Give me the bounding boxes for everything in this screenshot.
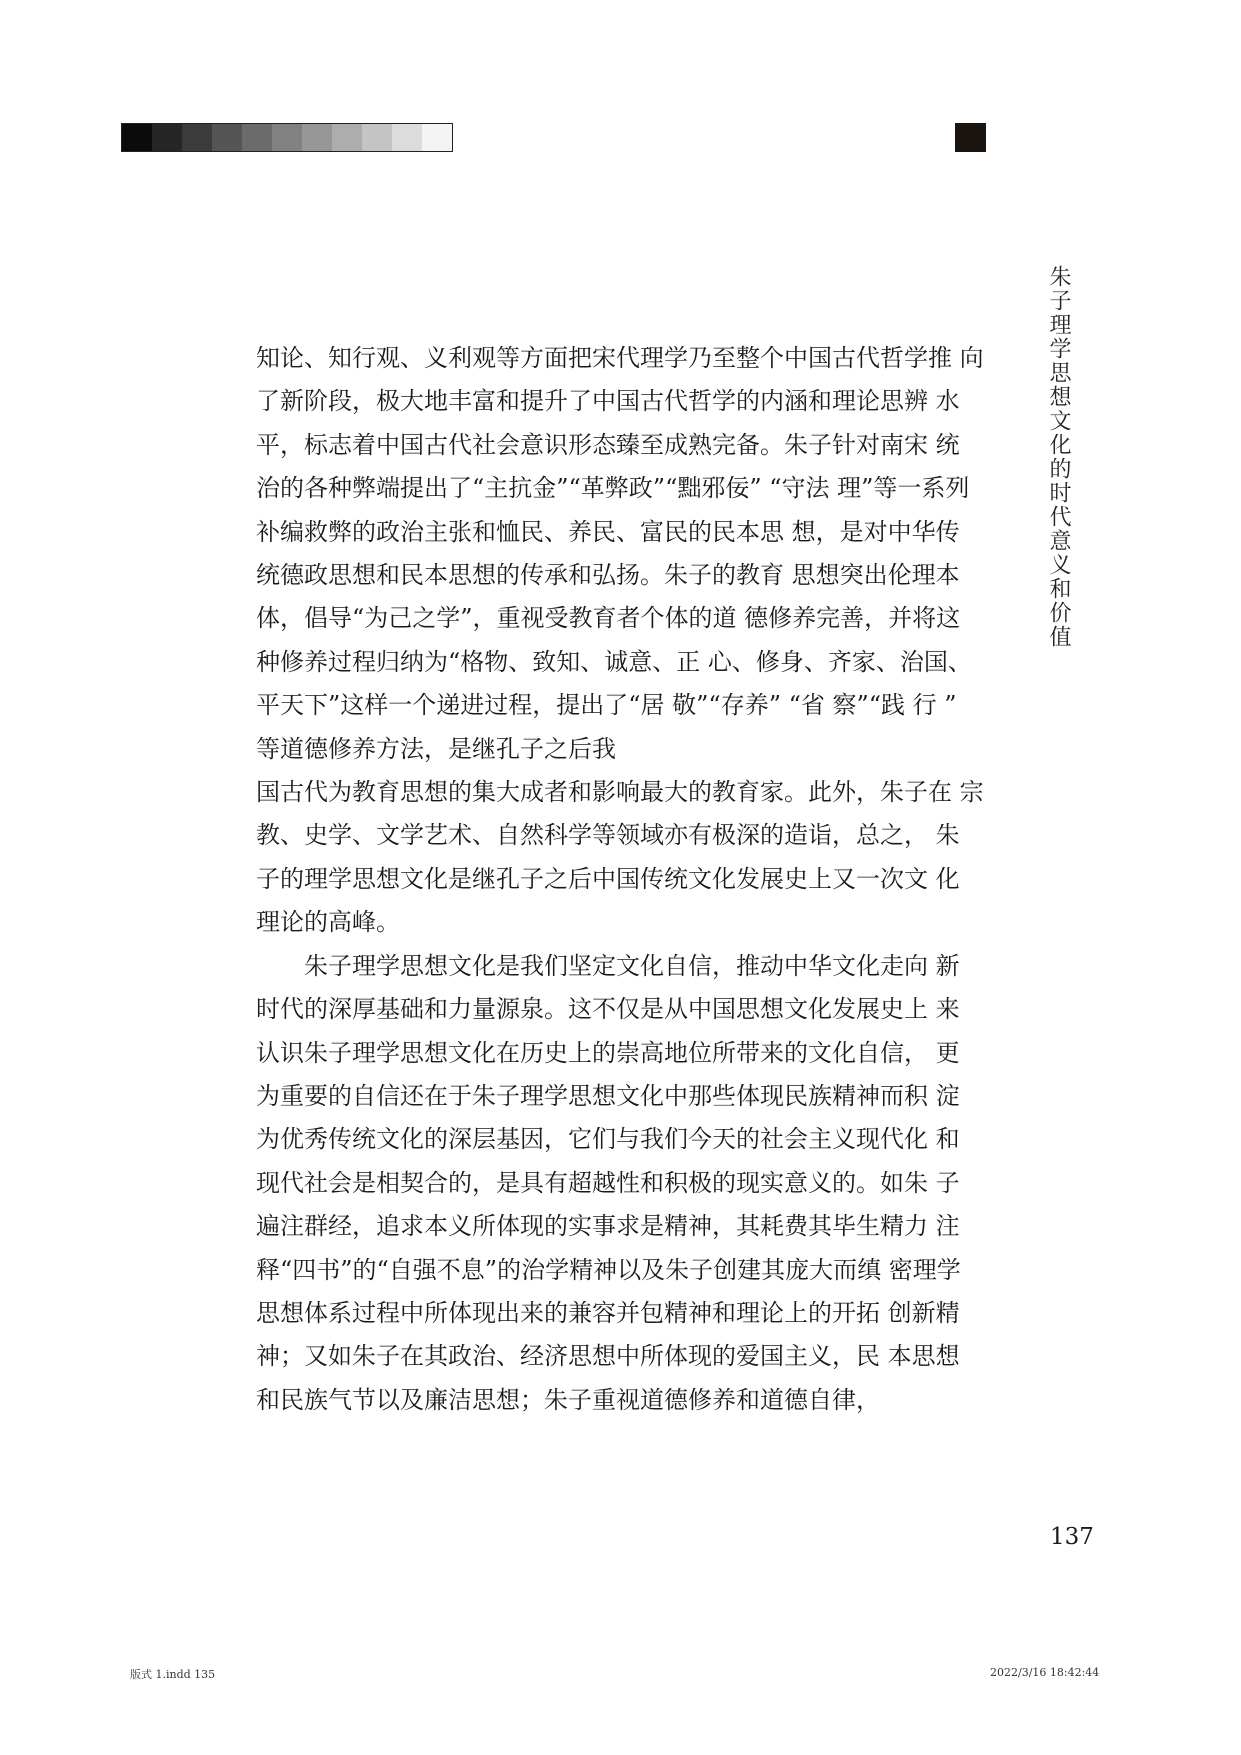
gray-swatch [332,124,362,151]
text-line: 教、史学、文学艺术、自然科学等领域亦有极深的造诣，总之， 朱 [256,821,960,850]
running-header-title: 朱子理学思想文化的时代意义和价值 [1046,265,1071,649]
text-line: 朱子理学思想文化是我们坚定文化自信，推动中华文化走向 新 [304,951,960,980]
registration-mark [955,123,986,152]
text-line: 时代的深厚基础和力量源泉。这不仅是从中国思想文化发展史上 来 [256,995,960,1024]
text-line: 神；又如朱子在其政治、经济思想中所体现的爱国主义，民 本思想 [256,1342,960,1371]
gray-swatch [302,124,332,151]
footer-file-name: 版式 1.indd 135 [130,1668,216,1681]
text-line: 体，倡导“为己之学”，重视受教育者个体的道 德修养完善，并将这 [256,604,961,633]
text-line: 了新阶段，极大地丰富和提升了中国古代哲学的内涵和理论思辨 水 [256,387,960,416]
footer-timestamp: 2022/3/16 18:42:44 [990,1666,1100,1679]
gray-swatch [422,124,452,151]
page-number: 137 [1050,1524,1094,1550]
gray-swatch [272,124,302,151]
gray-swatch [362,124,392,151]
text-line: 认识朱子理学思想文化在历史上的崇高地位所带来的文化自信， 更 [256,1038,960,1067]
gray-swatch [182,124,212,151]
text-line: 等道德修养方法，是继孔子之后我 [256,734,616,763]
text-line: 平天下”这样一个递进过程，提出了“居 敬”“存养” “省 察”“践 行 ” [256,691,957,720]
gray-swatch [392,124,422,151]
text-line: 子的理学思想文化是继孔子之后中国传统文化发展史上又一次文 化 [256,864,960,893]
text-line: 为优秀传统文化的深层基因，它们与我们今天的社会主义现代化 和 [256,1125,960,1154]
text-line: 平，标志着中国古代社会意识形态臻至成熟完备。朱子针对南宋 统 [256,430,960,459]
body-text [256,337,984,1422]
text-line: 现代社会是相契合的，是具有超越性和积极的现实意义的。如朱 子 [256,1168,960,1197]
text-line: 国古代为教育思想的集大成者和影响最大的教育家。此外，朱子在 宗 [256,778,984,807]
gray-swatch [152,124,182,151]
text-line: 治的各种弊端提出了“主抗金”“革弊政”“黜邪佞” “守法 理”等一系列 [256,474,970,503]
text-line: 种修养过程归纳为“格物、致知、诚意、正 心、修身、齐家、治国、 [256,647,972,676]
text-line: 理论的高峰。 [256,908,400,937]
grayscale-calibration-bar [121,123,453,152]
text-line: 补编救弊的政治主张和恤民、养民、富民的民本思 想，是对中华传 [256,517,960,546]
text-line: 知论、知行观、义利观等方面把宋代理学乃至整个中国古代哲学推 向 [256,344,984,372]
text-line: 和民族气节以及廉洁思想；朱子重视道德修养和道德自律， [256,1385,880,1414]
text-line: 思想体系过程中所体现出来的兼容并包精神和理论上的开拓 创新精 [256,1298,960,1327]
gray-swatch [212,124,242,151]
text-line: 遍注群经，追求本义所体现的实事求是精神，其耗费其毕生精力 注 [256,1212,960,1241]
gray-swatch [242,124,272,151]
text-line: 释“四书”的“自强不息”的治学精神以及朱子创建其庞大而缜 密理学 [256,1255,961,1284]
gray-swatch [122,124,152,151]
text-line: 为重要的自信还在于朱子理学思想文化中那些体现民族精神而积 淀 [256,1081,960,1110]
text-line: 统德政思想和民本思想的传承和弘扬。朱子的教育 思想突出伦理本 [256,561,960,590]
